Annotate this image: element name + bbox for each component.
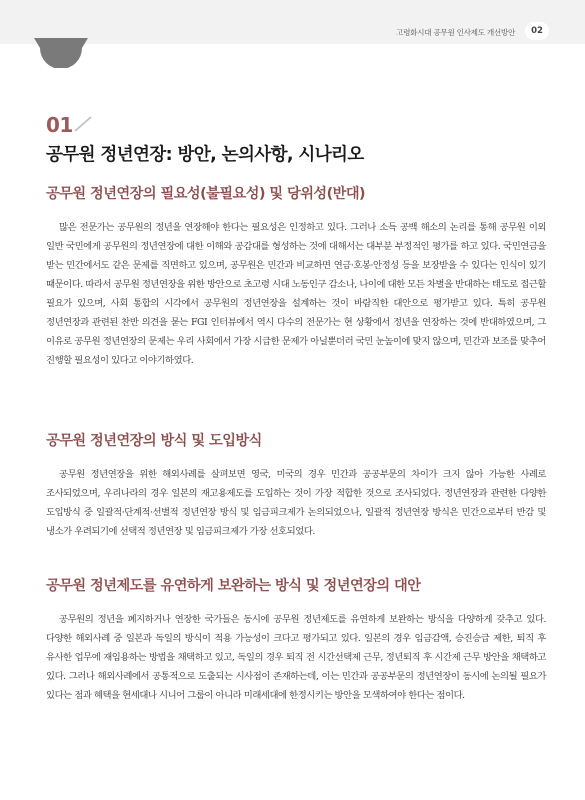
- section-methods: [46, 430, 546, 541]
- section-heading: 공무원 정년연장의 필요성(불필요성) 및 당위성(반대): [46, 186, 366, 202]
- section-heading: 공무원 정년제도를 유연하게 보완하는 방식 및 정년연장의 대안: [46, 578, 421, 594]
- header-tab-decoration: [34, 38, 88, 68]
- chapter-number: 01: [46, 113, 73, 137]
- section-body: 공무원 정년연장을 위한 해외사례를 살펴보면 영국, 미국의 경우 민간과 공공부문의 차이가 크지 않아 가능한 사례로 조사되었으며, 우리나라의 경우 일본의 재고용제도를 도입하는 것이 가장 적합한 것으로 조사되었다. 정년연장과 관련한 다양한 도입방식 중 일괄적·단계적·선별적 정년연장 방식 및 임금피크제가 논의되었으나, 일괄적 정년연장 방식은 민간으로부터 반감 및 냉소가 우려되기에 선택적 정년연장 및 임금피크제가 가장 선호되었다.: [46, 469, 546, 537]
- chapter-title: 공무원 정년연장: 방안, 논의사항, 시나리오: [46, 145, 364, 165]
- page-number-badge: 02: [525, 22, 549, 40]
- section-need-and-justification: [46, 183, 546, 370]
- chapter-slash-decoration: [72, 116, 94, 132]
- section-heading: 공무원 정년연장의 방식 및 도입방식: [46, 433, 262, 449]
- section-body: 공무원의 정년을 폐지하거나 연장한 국가들은 동시에 공무원 정년제도를 유연하게 보완하는 방식을 다양하게 갖추고 있다. 다양한 해외사례 중 일본과 독일의 방식이 적용 가능성이 크다고 평가되고 있다. 일본의 경우 임금감액, 승진승급 제한, 퇴직 후 유사한 업무에 재임용하는 방법을 채택하고 있고, 독일의 경우 퇴직 전 시간선택제 근무, 정년퇴직 후 시간제 근무 방안을 채택하고 있다. 그러나 해외사례에서 공통적으로 도출되는 시사점이 존재하는데, 이는 민간과 공공부문의 정년연장이 동시에 논의될 필요가 있다는 점과 혜택을 현세대나 시니어 그룹이 아니라 미래세대에 한정시키는 방안을 모색하여야 한다는 점이다.: [46, 614, 546, 701]
- section-alternatives: [46, 575, 546, 705]
- section-body: 많은 전문가는 공무원의 정년을 연장해야 한다는 필요성은 인정하고 있다. 그러나 소득 공백 해소의 논리를 통해 공무원 이외 일반 국민에게 공무원의 정년연장에 대한 이해와 공감대를 형성하는 것에 대해서는 대부분 부정적인 평가를 하고 있다. 국민연금을 받는 민간에서도 같은 문제를 직면하고 있으며, 공무원은 민간과 비교하면 연금·호봉·안정성 등을 보장받을 수 있다는 인식이 있기 때문이다. 따라서 공무원 정년연장을 위한 방안으로 초고령 시대 노동인구 감소나, 나이에 대한 모든 차별을 반대하는 태도로 접근할 필요가 있으며, 사회 통합의 시각에서 공무원의 정년연장을 설계하는 것이 바람직한 대안으로 평가받고 있다. 특히 공무원 정년연장과 관련된 찬반 의견을 묻는 FGI 인터뷰에서 역시 다수의 전문가는 현 상황에서 정년을 연장하는 것에 반대하였으며, 그 이유로 공무원 정년연장의 문제는 우리 사회에서 가장 시급한 문제가 아닐뿐더러 국민 눈높이에 맞지 않으며, 민간과 보조를 맞추어 진행할 필요성이 있다고 이야기하였다.: [46, 222, 546, 366]
- running-title: 고령화시대 공무원 인사제도 개선방안: [396, 28, 515, 37]
